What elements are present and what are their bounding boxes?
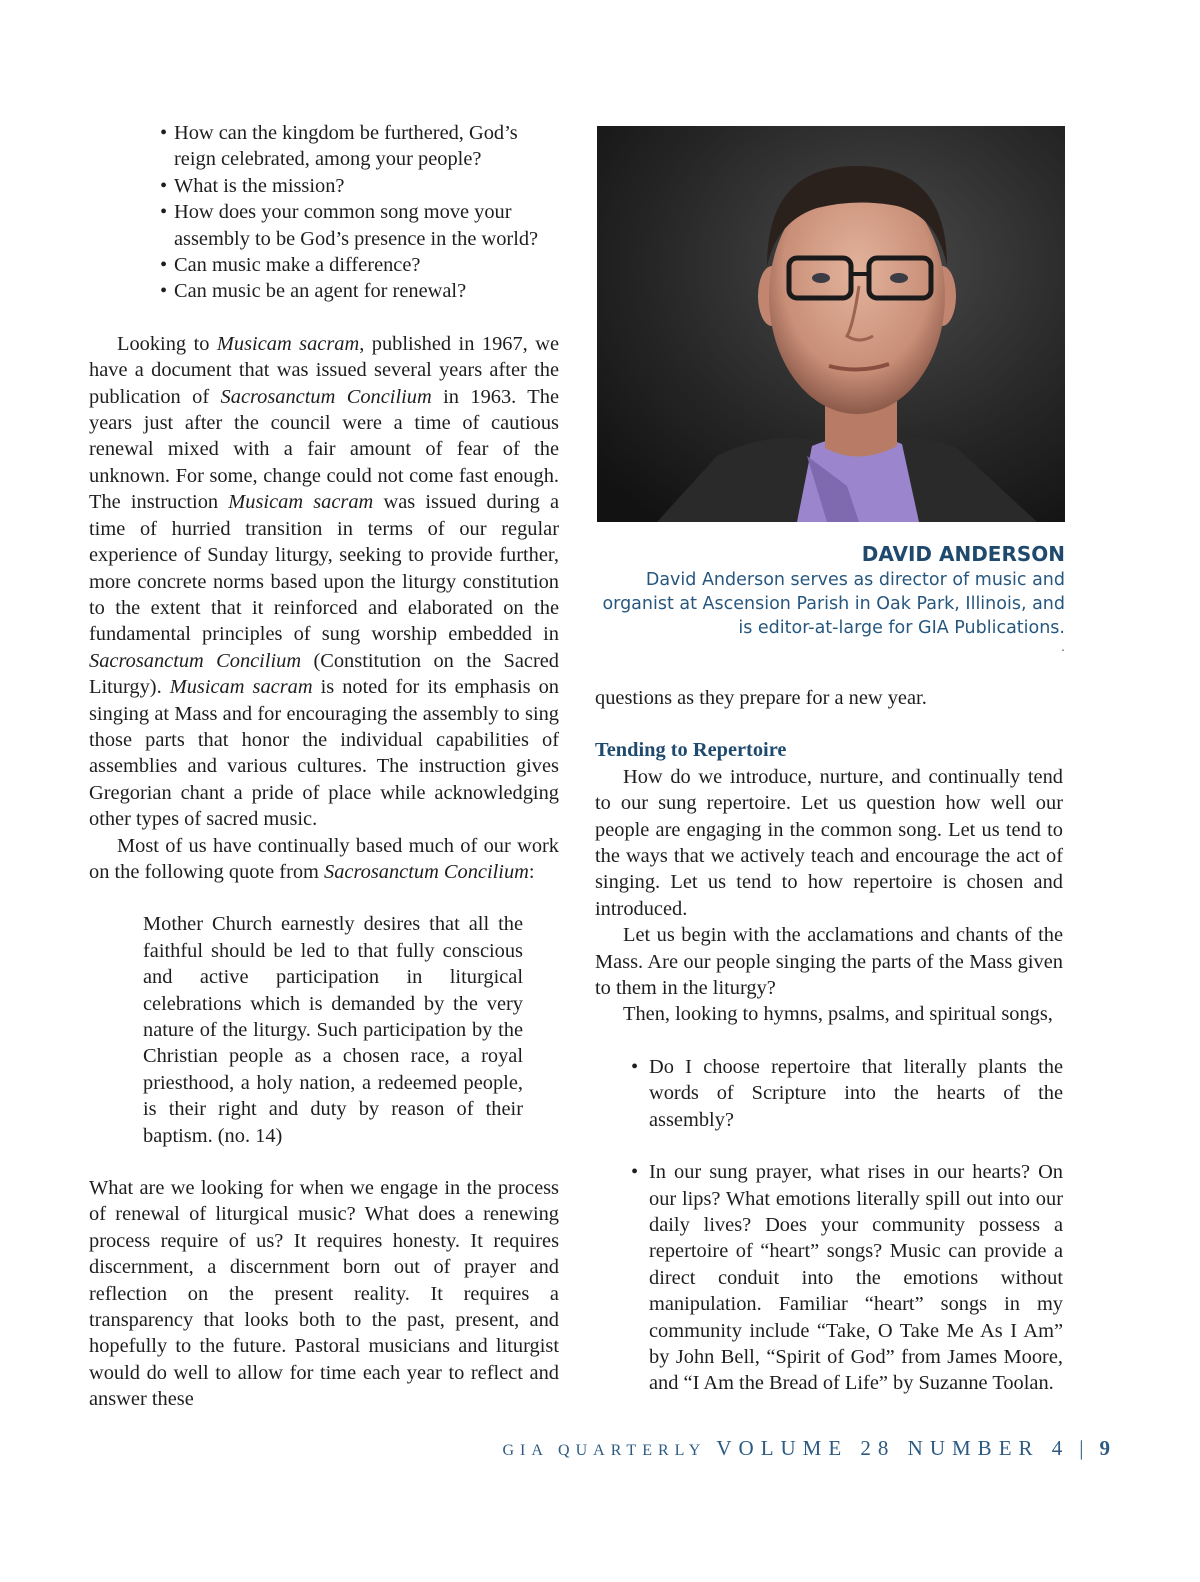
author-photo <box>597 126 1065 522</box>
left-column <box>89 120 559 1413</box>
list-item: • How does your common song move your assembly to be God’s presence in the world? <box>160 199 560 252</box>
author-caption <box>597 540 1065 654</box>
paragraph-musicam-sacram: Looking to Musicam sacram, published in 1967, we have a document that was issued several years after the publication of Sacrosanctum Concilium in 1963. The years just after the council were a time of cautious renewal mixed with a fair amount of fear of the unknown. For some, change could not come fast enough. The instruction Musicam sacram was issued during a time of hurried transition in terms of our regular experience of Sunday liturgy, seeking to provide further, more concrete norms based upon the liturgy constitution to the extent that it reinforced and elaborated on the fundamental principles of sung worship embedded in Sacrosanctum Concilium (Constitution on the Sacred Liturgy). Musicam sacram is noted for its emphasis on singing at Mass and for encouraging the assembly to sing those parts that honor the individual capabilities of assemblies and various cultures. The instruction gives Gregorian chant a pride of place while acknowledging other types of sacred music. <box>89 332 560 831</box>
caption-dot: . <box>1061 640 1065 654</box>
repertoire-questions <box>631 1054 1063 1397</box>
question-list <box>160 120 560 305</box>
author-bio: David Anderson serves as director of music and organist at Ascension Parish in Oak Park, Illinois, and is editor-at-large for GIA Publications. <box>602 570 1065 638</box>
paragraph-hymns: Then, looking to hymns, psalms, and spiritual songs, <box>623 1003 1053 1026</box>
paragraph-quote-intro: Most of us have continually based much of our work on the following quote from Sacrosanctum Concilium: <box>89 834 559 883</box>
list-item: • In our sung prayer, what rises in our hearts? On our lips? What emotions literally spill out into our daily lives? Does your community possess a repertoire of “heart” songs? Music can provide a direct conduit into the emotions without manipulation. Familiar “heart” songs in my community include “Take, O Take Me As I Am” by John Bell, “Spirit of God” from James Moore, and “I Am the Bread of Life” by Suzanne Toolan. <box>631 1159 1063 1397</box>
list-item: • Can music be an agent for renewal? <box>160 278 560 304</box>
list-item: • How can the kingdom be furthered, God’s reign celebrated, among your people? <box>160 120 560 173</box>
publication-name: GIA QUARTERLY <box>502 1442 707 1459</box>
section-heading: Tending to Repertoire <box>595 739 787 762</box>
list-item: • Do I choose repertoire that literally plants the words of Scripture into the hearts of the assembly? <box>631 1054 1063 1133</box>
block-quote: Mother Church earnestly desires that all the faithful should be led to that fully conscious and active participation in liturgical celebrations which is demanded by the very nature of the liturgy. Such participation by the Christian people as a chosen race, a royal priesthood, a holy nation, a redeemed people, is their right and duty by reason of their baptism. (no. 14) <box>143 913 523 1147</box>
list-item: • What is the mission? <box>160 173 560 199</box>
footer-separator: | <box>1079 1436 1084 1460</box>
portrait-illustration <box>597 126 1065 522</box>
paragraph-renewal: What are we looking for when we engage in the process of renewal of liturgical music? What does a renewing process require of us? It requires honesty. It requires discernment, a discernment born out of prayer and reflection on the present reality. It requires a transparency that looks both to the past, present, and hopefully to the future. Pastoral musicians and liturgist would do well to allow for time each year to reflect and answer these <box>89 1177 559 1411</box>
paragraph-continuation: questions as they prepare for a new year. <box>595 687 927 709</box>
list-item: • Can music make a difference? <box>160 252 560 278</box>
page-footer <box>420 1436 1110 1461</box>
right-column <box>595 685 1063 1423</box>
page-number: 9 <box>1099 1436 1110 1460</box>
volume-number: VOLUME 28 NUMBER 4 <box>716 1436 1070 1460</box>
paragraph-acclamations: Let us begin with the acclamations and chants of the Mass. Are our people singing the parts of the Mass given to them in the liturgy? <box>595 924 1063 1000</box>
author-name: DAVID ANDERSON <box>861 542 1065 566</box>
paragraph-repertoire: How do we introduce, nurture, and continually tend to our sung repertoire. Let us question how well our people are engaging in the common song. Let us tend to the ways that we actively teach and encourage the act of singing. Let us tend to how repertoire is chosen and introduced. <box>595 765 1063 920</box>
